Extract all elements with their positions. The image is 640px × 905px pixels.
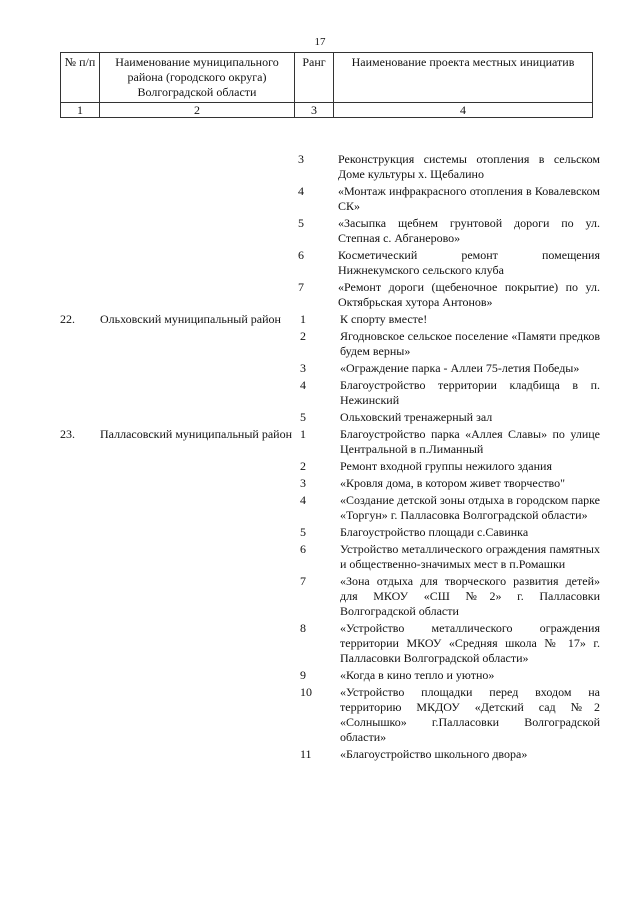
project-row — [298, 378, 600, 408]
project-row — [298, 621, 600, 666]
project-title: «Засыпка щебнем грунтовой дороги по ул. Степная с. Абганерово» — [338, 216, 600, 245]
district-group — [60, 312, 600, 427]
project-title: Благоустройство парка «Аллея Славы» по улице Центральной в п.Лиманный — [340, 427, 600, 456]
project-row — [298, 685, 600, 745]
table-header — [60, 52, 593, 118]
project-title: «Устройство площадки перед входом на территорию МКДОУ «Детский сад №2 «Солнышко» г.Палласовки Волгоградской области» — [340, 685, 600, 744]
project-row — [298, 361, 600, 376]
district-group — [60, 427, 600, 764]
project-title: «Создание детской зоны отдыха в городском парке «Торгун» г. Палласовка Волгоградской области» — [340, 493, 600, 522]
project-row — [298, 493, 600, 523]
project-rank: 5 — [298, 216, 304, 230]
project-row — [298, 525, 600, 540]
project-rank: 10 — [300, 685, 312, 699]
project-row — [298, 427, 600, 457]
project-rank: 8 — [300, 621, 306, 635]
project-title: «Зона отдыха для творческого развития детей» для МКОУ «СШ №2» г. Палласовки Волгоградской области — [340, 574, 600, 618]
district-number: 23. — [60, 427, 75, 441]
page-number: 17 — [314, 36, 326, 48]
project-rank: 5 — [300, 525, 306, 539]
continuation-project-list — [296, 152, 600, 312]
project-title: «Монтаж инфракрасного отопления в Ковалевском СК» — [338, 184, 600, 213]
project-row — [298, 574, 600, 619]
project-title: «Ремонт дороги (щебеночное покрытие) по ул. Октябрьская хутора Антонов» — [338, 280, 600, 309]
district-number: 22. — [60, 312, 75, 326]
project-rank: 7 — [298, 280, 304, 294]
header-num-1: 1 — [61, 103, 100, 118]
project-row — [298, 312, 600, 327]
project-row — [298, 668, 600, 683]
district-groups — [60, 312, 600, 764]
project-row — [296, 184, 600, 214]
table-body — [60, 152, 600, 764]
project-title: Реконструкция системы отопления в сельском Доме культуры х. Щебалино — [338, 152, 600, 181]
project-rank: 9 — [300, 668, 306, 682]
project-title: «Кровля дома, в котором живет творчество" — [340, 476, 566, 490]
project-title: «Ограждение парка - Аллеи 75-летия Победы» — [340, 361, 580, 375]
project-rank: 4 — [300, 493, 306, 507]
project-rank: 2 — [300, 459, 306, 473]
project-rank: 4 — [300, 378, 306, 392]
header-num-3: 3 — [295, 103, 334, 118]
project-rank: 3 — [298, 152, 304, 166]
project-title: Косметический ремонт помещения Нижнекумского сельского клуба — [338, 248, 600, 277]
project-rank: 1 — [300, 427, 306, 441]
header-num-4: 4 — [334, 103, 593, 118]
project-title: «Когда в кино тепло и уютно» — [340, 668, 495, 682]
project-rank: 3 — [300, 361, 306, 375]
project-title: Устройство металлического ограждения памятных и общественно-значимых мест в п.Ромашки — [340, 542, 600, 571]
header-col-rank: Ранг — [295, 53, 334, 103]
project-row — [296, 152, 600, 182]
project-rank: 7 — [300, 574, 306, 588]
project-row — [296, 216, 600, 246]
project-row — [298, 747, 600, 762]
project-row — [298, 329, 600, 359]
project-title: Благоустройство площади с.Савинка — [340, 525, 529, 539]
project-title: К спорту вместе! — [340, 312, 428, 326]
project-row — [298, 542, 600, 572]
project-rank: 11 — [300, 747, 312, 761]
project-rank: 5 — [300, 410, 306, 424]
project-row — [298, 410, 600, 425]
project-rank: 2 — [300, 329, 306, 343]
project-row — [296, 248, 600, 278]
project-rank: 6 — [300, 542, 306, 556]
header-col-number: № п/п — [61, 53, 100, 103]
district-name: Палласовский муниципальный район — [100, 427, 292, 441]
project-title: «Устройство металлического ограждения территории МКОУ «Средняя школа № 17» г. Палласовки Волгоградской области» — [340, 621, 600, 665]
district-name: Ольховский муниципальный район — [100, 312, 281, 326]
project-rank: 1 — [300, 312, 306, 326]
project-row — [298, 476, 600, 491]
project-row — [296, 280, 600, 310]
project-title: Ремонт входной группы нежилого здания — [340, 459, 552, 473]
project-title: Благоустройство территории кладбища в п. Нежинский — [340, 378, 600, 407]
project-row — [298, 459, 600, 474]
project-list — [298, 427, 600, 764]
project-rank: 3 — [300, 476, 306, 490]
project-title: Ольховский тренажерный зал — [340, 410, 493, 424]
header-col-district: Наименование муниципального района (городского округа) Волгоградской области — [100, 53, 295, 103]
project-title: Ягодновское сельское поселение «Памяти предков будем верны» — [340, 329, 600, 358]
project-rank: 6 — [298, 248, 304, 262]
continuation-group — [60, 152, 600, 312]
header-num-2: 2 — [100, 103, 295, 118]
project-list — [298, 312, 600, 427]
header-col-project: Наименование проекта местных инициатив — [334, 53, 593, 103]
project-title: «Благоустройство школьного двора» — [340, 747, 528, 761]
project-rank: 4 — [298, 184, 304, 198]
